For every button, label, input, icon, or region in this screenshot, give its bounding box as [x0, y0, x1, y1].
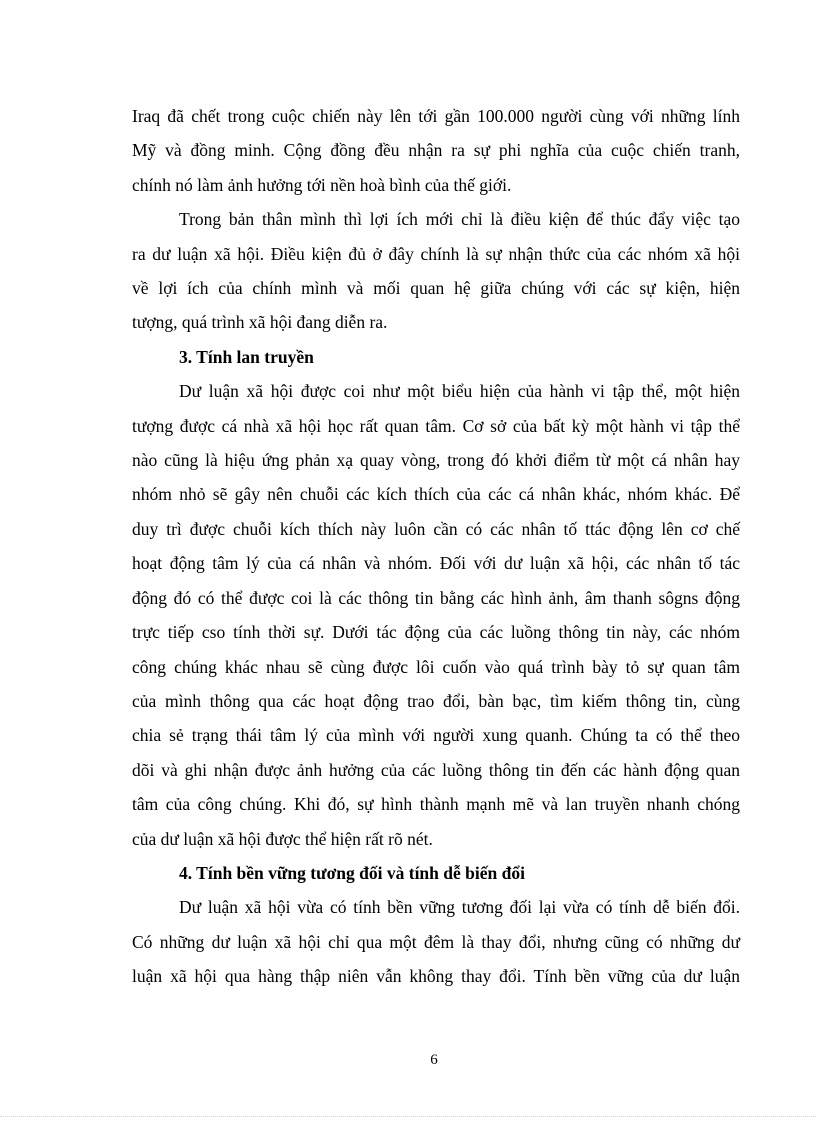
text-line: tượng, quá trình xã hội đang diễn ra.	[132, 312, 388, 333]
text-line: Dư luận xã hội vừa có tính bền vững tương đối lại vừa có tính dễ biến đổi.	[179, 897, 740, 918]
text-line: duy trì được chuỗi kích thích này luôn cần có các nhân tố ttác động lên cơ chế	[132, 518, 740, 539]
text-line: tâm của công chúng. Khi đó, sự hình thành mạnh mẽ và lan truyền nhanh chóng	[132, 794, 740, 815]
text-line: Mỹ và đồng minh. Cộng đồng đều nhận ra sự phi nghĩa của cuộc chiến tranh,	[132, 140, 740, 161]
text-line: luận xã hội qua hàng thập niên vẫn không thay đổi. Tính bền vững của dư luận	[132, 966, 740, 987]
text-line: về lợi ích của chính mình và mối quan hệ giữa chúng với các sự kiện, hiện	[132, 278, 740, 299]
text-line: Iraq đã chết trong cuộc chiến này lên tới gần 100.000 người cùng với những lính	[132, 106, 740, 126]
text-line: công chúng khác nhau sẽ cùng được lôi cuốn vào quá trình bày tỏ sự quan tâm	[132, 656, 740, 677]
page-body	[132, 99, 740, 994]
text-line: nào cũng là hiệu ứng phản xạ quay vòng, trong đó khởi điểm từ một cá nhân hay	[132, 450, 740, 471]
section-heading-stability: 4. Tính bền vững tương đối và tính dễ biến đổi	[179, 862, 525, 883]
text-line: Dư luận xã hội được coi như một biểu hiện của hành vi tập thể, một hiện	[179, 381, 740, 402]
text-line: tượng được cá nhà xã hội học rất quan tâm. Cơ sở của bất kỳ một hành vi tập thể	[132, 415, 740, 436]
text-line: Có những dư luận xã hội chỉ qua một đêm là thay đổi, nhưng cũng có những dư	[132, 931, 740, 952]
text-line: dõi và ghi nhận được ảnh hưởng của các luồng thông tin đến các hành động quan	[132, 759, 740, 780]
text-line: trực tiếp cso tính thời sự. Dưới tác động của các luồng thông tin này, các nhóm	[132, 622, 740, 643]
text-line: hoạt động tâm lý của cá nhân và nhóm. Đối với dư luận xã hội, các nhân tố tác	[132, 553, 740, 574]
text-line: chia sẻ trạng thái tâm lý của mình với người xung quanh. Chúng ta có thể theo	[132, 725, 740, 746]
text-line: động đó có thể được coi là các thông tin bằng các hình ảnh, âm thanh sôgns động	[132, 587, 740, 608]
text-line: ra dư luận xã hội. Điều kiện đủ ở đây chính là sự nhận thức của các nhóm xã hội	[132, 243, 740, 264]
section-body-spread	[132, 374, 740, 856]
section-heading-spread: 3. Tính lan truyền	[179, 346, 314, 367]
text-line: Trong bản thân mình thì lợi ích mới chỉ là điều kiện để thúc đẩy việc tạo	[179, 209, 740, 230]
text-line: chính nó làm ảnh hưởng tới nền hoà bình của thế giới.	[132, 174, 512, 195]
paragraph-interest	[132, 202, 740, 340]
section-body-stability	[132, 890, 740, 993]
text-line: của dư luận xã hội được thể hiện rất rõ nét.	[132, 828, 433, 849]
paragraph-continuation	[132, 99, 740, 202]
text-line: nhóm nhỏ sẽ gây nên chuỗi các kích thích của các cá nhân khác, nhóm khác. Để	[132, 484, 740, 505]
page-bottom-divider	[0, 1116, 816, 1117]
text-line: của mình thông qua các hoạt động trao đổi, bàn bạc, tìm kiếm thông tin, cùng	[132, 690, 740, 711]
page-number: 6	[430, 1052, 438, 1068]
